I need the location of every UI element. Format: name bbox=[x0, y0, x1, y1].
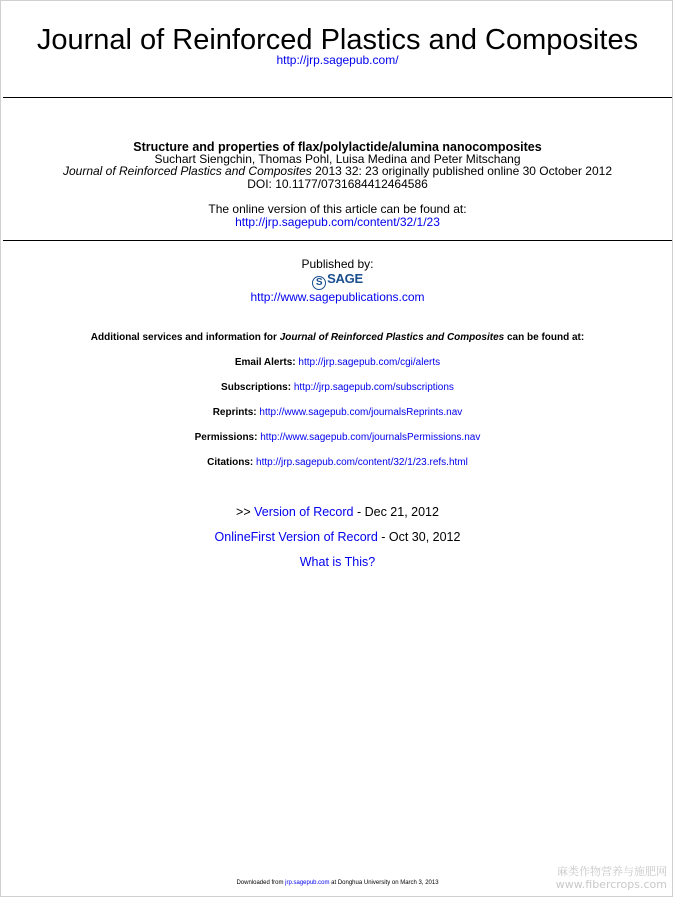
sage-logo-icon: S bbox=[312, 276, 326, 290]
online-version-row bbox=[1, 216, 673, 229]
article-title: Structure and properties of flax/polylactide/alumina nanocomposites bbox=[133, 140, 542, 154]
what-is-this-row bbox=[1, 555, 673, 570]
service-email-alerts bbox=[1, 357, 673, 369]
onlinefirst-date: - Oct 30, 2012 bbox=[377, 530, 461, 544]
publisher-url-row bbox=[1, 291, 673, 304]
reprints-link[interactable]: http://www.sagepub.com/journalsReprints.nav bbox=[259, 407, 463, 418]
service-label: Permissions: bbox=[194, 432, 258, 443]
service-label: Email Alerts: bbox=[234, 357, 296, 368]
services-intro-prefix: Additional services and information for bbox=[90, 332, 280, 343]
service-reprints bbox=[1, 407, 673, 419]
subscriptions-link[interactable]: http://jrp.sagepub.com/subscriptions bbox=[293, 382, 454, 393]
services-intro-journal: Journal of Reinforced Plastics and Composites bbox=[279, 332, 505, 343]
sage-logo-word: SAGE bbox=[327, 271, 363, 286]
journal-title: Journal of Reinforced Plastics and Composites bbox=[36, 24, 639, 56]
citation-details: 2013 32: 23 originally published online 30 October 2012 bbox=[311, 164, 612, 178]
onlinefirst-link[interactable]: OnlineFirst Version of Record bbox=[214, 530, 378, 544]
footer-link[interactable]: jrp.sagepub.com bbox=[285, 880, 330, 886]
journal-url-link[interactable]: http://jrp.sagepub.com/ bbox=[276, 53, 399, 67]
online-version-label: The online version of this article can be found at: bbox=[208, 202, 467, 216]
top-divider bbox=[3, 97, 672, 98]
middle-divider bbox=[3, 240, 672, 241]
permissions-link[interactable]: http://www.sagepub.com/journalsPermissions.nav bbox=[260, 432, 481, 443]
what-is-this-link[interactable]: What is This? bbox=[299, 555, 376, 569]
citation-journal: Journal of Reinforced Plastics and Composites bbox=[62, 164, 312, 178]
online-version-link[interactable]: http://jrp.sagepub.com/content/32/1/23 bbox=[235, 215, 440, 229]
version-of-record-row bbox=[1, 505, 673, 520]
footer-suffix: at Donghua University on March 3, 2013 bbox=[329, 880, 439, 886]
sage-logo bbox=[1, 271, 673, 290]
watermark-chinese: 麻类作物营养与施肥网 bbox=[557, 865, 667, 878]
services-intro-suffix: can be found at: bbox=[504, 332, 585, 343]
article-doi: DOI: 10.1177/0731684412464586 bbox=[247, 177, 428, 191]
email-alerts-link[interactable]: http://jrp.sagepub.com/cgi/alerts bbox=[298, 357, 441, 368]
article-authors: Suchart Siengchin, Thomas Pohl, Luisa Medina and Peter Mitschang bbox=[154, 152, 521, 166]
service-citations bbox=[1, 457, 673, 469]
service-label: Reprints: bbox=[212, 407, 257, 418]
version-of-record-link[interactable]: Version of Record bbox=[254, 505, 354, 519]
watermark bbox=[556, 865, 667, 891]
service-label: Subscriptions: bbox=[221, 382, 292, 393]
journal-url-row bbox=[1, 53, 673, 67]
watermark-url: www.fibercrops.com bbox=[555, 878, 667, 891]
citations-link[interactable]: http://jrp.sagepub.com/content/32/1/23.refs.html bbox=[256, 457, 468, 468]
publisher-url-link[interactable]: http://www.sagepublications.com bbox=[250, 290, 425, 304]
version-of-record-date: - Dec 21, 2012 bbox=[353, 505, 439, 519]
service-subscriptions bbox=[1, 382, 673, 394]
service-permissions bbox=[1, 432, 673, 444]
services-intro bbox=[1, 332, 673, 344]
version-prefix: >> bbox=[236, 505, 255, 519]
onlinefirst-row bbox=[1, 530, 673, 545]
service-label: Citations: bbox=[207, 457, 254, 468]
footer-prefix: Downloaded from bbox=[236, 880, 286, 886]
published-by-label: Published by: bbox=[301, 257, 374, 271]
